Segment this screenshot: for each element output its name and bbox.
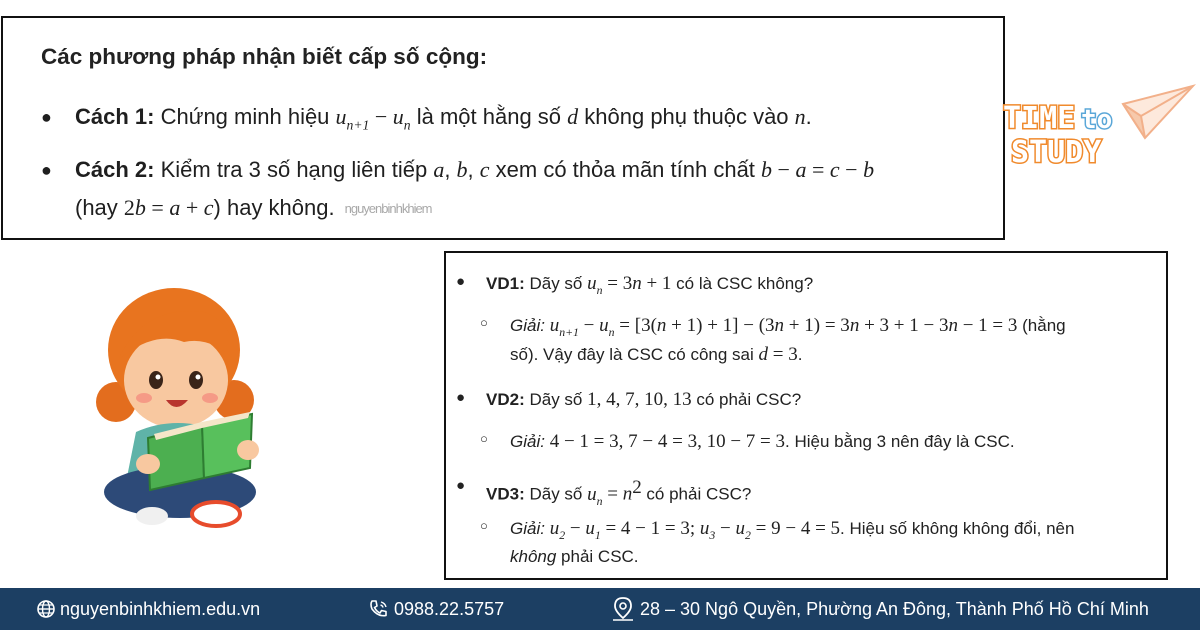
logo-text-time: TIME (1003, 101, 1076, 136)
math-expr: $u_{n+1}$ (335, 104, 370, 133)
footer-website[interactable] (36, 588, 260, 630)
method-2-label: Cách 2: (75, 157, 155, 182)
time-to-study-logo (995, 82, 1200, 177)
method-2-line2: (hay 2b = a + c) hay không. nguyenbinhkhiem (75, 195, 432, 220)
example-1-solution-line2: số). Vậy đây là CSC có công sai d = 3. (510, 344, 803, 365)
paper-plane-icon (1123, 86, 1193, 138)
logo-text-to: to (1081, 105, 1113, 135)
bullet: ● (41, 107, 52, 127)
method-1-label: Cách 1: (75, 104, 155, 129)
methods-box: Các phương pháp nhận biết cấp số cộng: ● Cách 1: Chứng minh hiệu $u_{n+1} - u_n$ là một hằng số d không phụ thuộc vào n. ● Cách 2: Kiểm tra 3 số hạng liên tiếp a, b, c xem có thỏa mãn tính chất b − a = c − b (hay 2b = a + c) hay không. nguyenbinhkhiem (1, 16, 1005, 240)
address-text: 28 – 30 Ngô Quyền, Phường An Đông, Thành Phố Hồ Chí Minh (640, 598, 1149, 619)
footer-phone[interactable] (368, 588, 504, 630)
examples-box: ● VD1: Dãy số $u_n = 3n + 1$ có là CSC không? ○ Giải: $u_{n+1} - u_n = [3(n + 1) + 1] - (3n + 1) = 3n + 3 + 1 - 3n - 1 = 3$ (hằng số). Vậy đây là CSC có công sai d = 3. ● VD2: Dãy số 1, 4, 7, 10, 13 có phải CSC? ○ Giải: 4 − 1 = 3, 7 − 4 = 3, 10 − 7 = 3. Hiệu bằng 3 nên đây là CSC. ● VD3: Dãy số $u_n = n^2$ có phải CSC? ○ Giải: $u_2 - u_1 = 4 - 1 = 3$; $u_3 - u_2 = 9 - 4 = 5$. Hiệu số không không đổi, nên không phải CSC. (444, 251, 1168, 580)
footer-address[interactable] (610, 588, 1149, 630)
website-text: nguyenbinhkhiem.edu.vn (60, 598, 261, 619)
methods-heading: Các phương pháp nhận biết cấp số cộng: (41, 44, 488, 69)
example-3-solution-line2: không phải CSC. (510, 547, 639, 566)
logo-text-study: STUDY (1011, 135, 1102, 170)
footer-bar (0, 588, 1200, 630)
globe-icon (36, 599, 56, 619)
phone-text: 0988.22.5757 (394, 598, 505, 619)
bullet: ● (41, 160, 52, 180)
girl-reading-illustration (84, 282, 284, 540)
phone-icon (368, 599, 390, 619)
watermark: nguyenbinhkhiem (344, 201, 432, 217)
location-pin-icon (610, 596, 636, 622)
